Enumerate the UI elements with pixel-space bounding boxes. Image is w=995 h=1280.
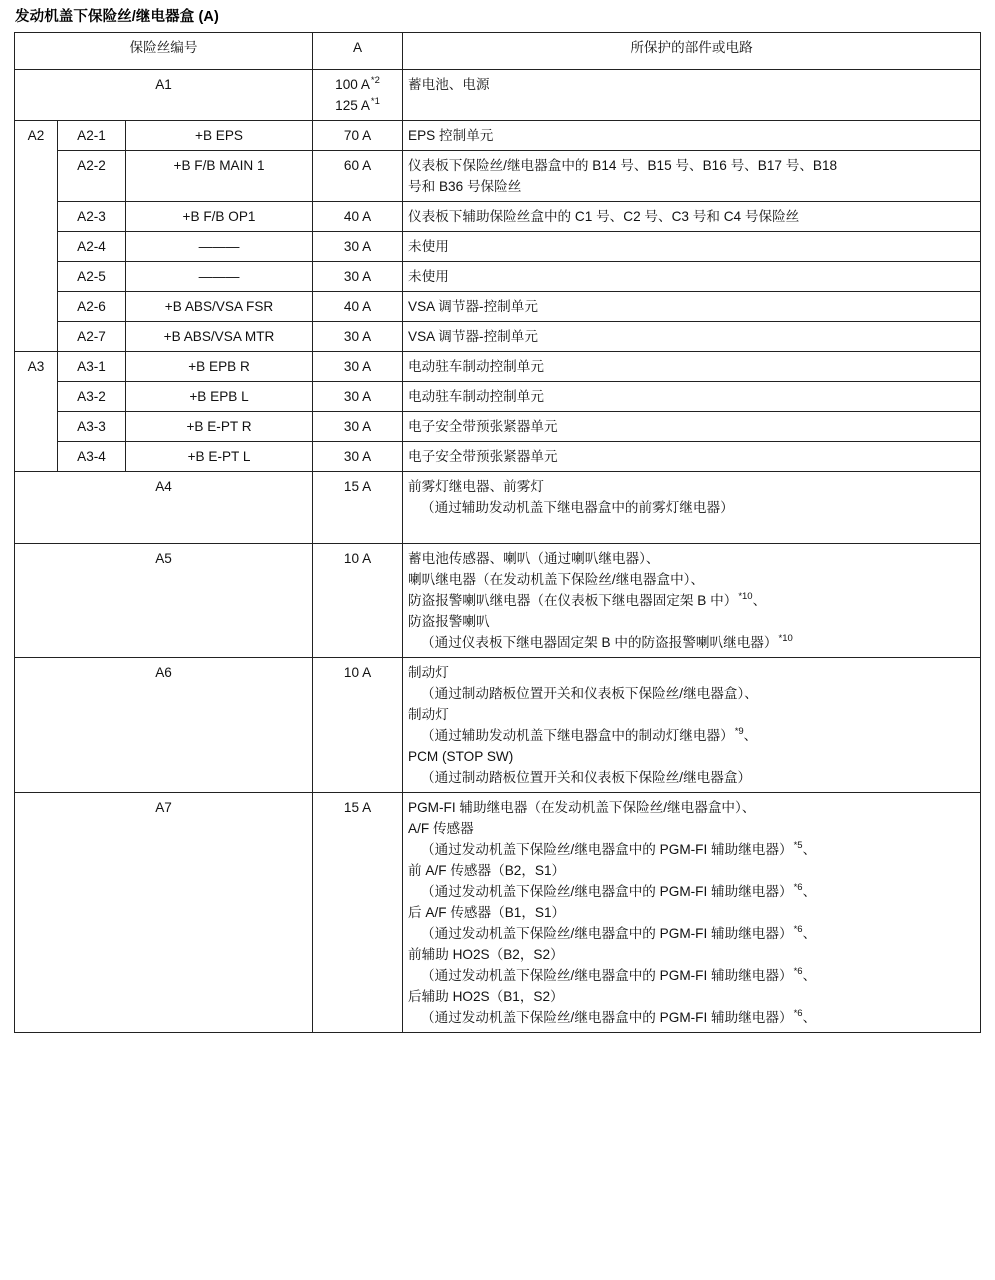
amperage-cell: 40 A bbox=[313, 202, 403, 232]
description-line: 后 A/F 传感器（B1，S1） bbox=[408, 905, 566, 920]
protected-circuit-cell bbox=[403, 382, 981, 412]
description-line: 电子安全带预张紧器单元 bbox=[408, 449, 558, 464]
description-line: PCM (STOP SW) bbox=[408, 749, 514, 764]
description-line: 喇叭继电器（在发动机盖下保险丝/继电器盒中）、 bbox=[408, 572, 705, 587]
description-line: 前 A/F 传感器（B2，S1） bbox=[408, 863, 566, 878]
table-row bbox=[15, 352, 981, 382]
table-row bbox=[15, 121, 981, 151]
fuse-name-cell: +B EPS bbox=[126, 121, 313, 151]
protected-circuit-cell bbox=[403, 442, 981, 472]
amperage-cell: 30 A bbox=[313, 382, 403, 412]
fuse-id-cell: A6 bbox=[15, 658, 313, 793]
fuse-sub-id-cell: A3-3 bbox=[58, 412, 126, 442]
fuse-sub-id-cell: A2-4 bbox=[58, 232, 126, 262]
footnote-marker: *6 bbox=[793, 924, 803, 936]
amperage-cell: 70 A bbox=[313, 121, 403, 151]
amperage-cell: 15 A bbox=[313, 793, 403, 1033]
fuse-name-cell: +B ABS/VSA FSR bbox=[126, 292, 313, 322]
description-line: （通过发动机盖下保险丝/继电器盒中的 PGM-FI 辅助继电器）$^{*5}$、 bbox=[421, 840, 817, 857]
table-row bbox=[15, 151, 981, 202]
description-line: 后辅助 HO2S（B1，S2） bbox=[408, 989, 564, 1004]
description-line: A/F 传感器 bbox=[408, 821, 474, 836]
table-row bbox=[15, 793, 981, 1033]
protected-circuit-cell bbox=[403, 121, 981, 151]
fuse-sub-id-cell: A3-2 bbox=[58, 382, 126, 412]
table-row bbox=[15, 442, 981, 472]
spacer-line bbox=[408, 95, 975, 116]
table-row bbox=[15, 70, 981, 121]
description-line: 防盗报警喇叭继电器（在仪表板下继电器固定架 B 中）$^{*10}$、 bbox=[408, 591, 767, 608]
table-row bbox=[15, 382, 981, 412]
amperage-cell: 10 A bbox=[313, 544, 403, 658]
amperage-cell: 15 A bbox=[313, 472, 403, 544]
table-header bbox=[15, 33, 981, 70]
protected-circuit-cell bbox=[403, 544, 981, 658]
amperage-line: 100 $A^{*2}$ bbox=[335, 75, 380, 92]
description-line: （通过发动机盖下保险丝/继电器盒中的 PGM-FI 辅助继电器）$^{*6}$、 bbox=[421, 1008, 817, 1025]
table-row bbox=[15, 658, 981, 793]
amperage-cell: 30 A bbox=[313, 412, 403, 442]
description-line: 电子安全带预张紧器单元 bbox=[408, 419, 558, 434]
fuse-sub-id-cell: A2-5 bbox=[58, 262, 126, 292]
amperage-cell: 30 A bbox=[313, 232, 403, 262]
footnote-marker: *6 bbox=[793, 1008, 803, 1020]
fuse-name-cell: +B F/B OP1 bbox=[126, 202, 313, 232]
fuse-name-cell: ——— bbox=[126, 262, 313, 292]
fuse-name-cell: +B E-PT R bbox=[126, 412, 313, 442]
table-row bbox=[15, 232, 981, 262]
fuse-id-cell: A4 bbox=[15, 472, 313, 544]
description-line: （通过制动踏板位置开关和仪表板下保险丝/继电器盒）、 bbox=[421, 686, 758, 701]
page-title: 发动机盖下保险丝/继电器盒 (A) bbox=[15, 9, 219, 25]
amperage-cell bbox=[313, 70, 403, 121]
fuse-sub-id-cell: A2-7 bbox=[58, 322, 126, 352]
description-line: （通过辅助发动机盖下继电器盒中的前雾灯继电器） bbox=[421, 500, 734, 515]
protected-circuit-cell bbox=[403, 352, 981, 382]
fuse-name-cell: +B ABS/VSA MTR bbox=[126, 322, 313, 352]
fuse-id-cell: A7 bbox=[15, 793, 313, 1033]
description-line: 未使用 bbox=[408, 269, 449, 284]
fuse-name-cell: ——— bbox=[126, 232, 313, 262]
fuse-sub-id-cell: A3-4 bbox=[58, 442, 126, 472]
protected-circuit-cell bbox=[403, 262, 981, 292]
description-line: 防盗报警喇叭 bbox=[408, 614, 490, 629]
description-line: （通过制动踏板位置开关和仪表板下保险丝/继电器盒） bbox=[421, 770, 752, 785]
fuse-sub-id-cell: A2-6 bbox=[58, 292, 126, 322]
description-line: （通过辅助发动机盖下继电器盒中的制动灯继电器）$^{*9}$、 bbox=[421, 726, 758, 743]
header-amperage: A bbox=[313, 33, 403, 70]
amperage-cell: 30 A bbox=[313, 352, 403, 382]
footnote-marker: *2 bbox=[370, 75, 380, 87]
footnote-marker: *10 bbox=[738, 591, 753, 603]
table-row bbox=[15, 202, 981, 232]
description-line: 前雾灯继电器、前雾灯 bbox=[408, 479, 544, 494]
description-line: （通过发动机盖下保险丝/继电器盒中的 PGM-FI 辅助继电器）$^{*6}$、 bbox=[421, 966, 817, 983]
description-line: 制动灯 bbox=[408, 707, 449, 722]
header-protected-circuit: 所保护的部件或电路 bbox=[403, 33, 981, 70]
amperage-cell: 40 A bbox=[313, 292, 403, 322]
fuse-sub-id-cell: A2-3 bbox=[58, 202, 126, 232]
description-line: 电动驻车制动控制单元 bbox=[408, 359, 544, 374]
protected-circuit-cell bbox=[403, 658, 981, 793]
fuse-group-cell: A3 bbox=[15, 352, 58, 472]
fuse-id-cell: A5 bbox=[15, 544, 313, 658]
protected-circuit-cell bbox=[403, 151, 981, 202]
fuse-sub-id-cell: A2-2 bbox=[58, 151, 126, 202]
fuse-id-cell: A1 bbox=[15, 70, 313, 121]
description-line: 电动驻车制动控制单元 bbox=[408, 389, 544, 404]
footnote-marker: *5 bbox=[793, 840, 803, 852]
table-header-row bbox=[15, 33, 981, 70]
protected-circuit-cell bbox=[403, 412, 981, 442]
amperage-cell: 60 A bbox=[313, 151, 403, 202]
protected-circuit-cell bbox=[403, 472, 981, 544]
footnote-marker: *6 bbox=[793, 966, 803, 978]
table-body bbox=[15, 70, 981, 1033]
description-line: 仪表板下保险丝/继电器盒中的 B14 号、B15 号、B16 号、B17 号、B18 bbox=[408, 158, 838, 173]
protected-circuit-cell bbox=[403, 292, 981, 322]
description-line: VSA 调节器-控制单元 bbox=[408, 329, 538, 344]
description-line: （通过发动机盖下保险丝/继电器盒中的 PGM-FI 辅助继电器）$^{*6}$、 bbox=[421, 924, 817, 941]
fuse-name-cell: +B E-PT L bbox=[126, 442, 313, 472]
footnote-marker: *1 bbox=[370, 96, 380, 108]
description-line: 制动灯 bbox=[408, 665, 449, 680]
table-row bbox=[15, 544, 981, 658]
description-line: 蓄电池、电源 bbox=[408, 77, 490, 92]
fuse-sub-id-cell: A2-1 bbox=[58, 121, 126, 151]
amperage-cell: 10 A bbox=[313, 658, 403, 793]
amperage-line: 125 $A^{*1}$ bbox=[335, 96, 380, 113]
description-line: PGM-FI 辅助继电器（在发动机盖下保险丝/继电器盒中）、 bbox=[408, 800, 756, 815]
amperage-cell: 30 A bbox=[313, 262, 403, 292]
description-line: EPS 控制单元 bbox=[408, 128, 494, 143]
table-row bbox=[15, 412, 981, 442]
fuse-relay-table bbox=[14, 32, 981, 1033]
protected-circuit-cell bbox=[403, 232, 981, 262]
footnote-marker: *6 bbox=[793, 882, 803, 894]
description-line: 前辅助 HO2S（B2，S2） bbox=[408, 947, 564, 962]
fuse-name-cell: +B EPB R bbox=[126, 352, 313, 382]
fuse-name-cell: +B EPB L bbox=[126, 382, 313, 412]
description-line: 未使用 bbox=[408, 239, 449, 254]
protected-circuit-cell bbox=[403, 322, 981, 352]
fuse-name-cell: +B F/B MAIN 1 bbox=[126, 151, 313, 202]
description-line: 仪表板下辅助保险丝盒中的 C1 号、C2 号、C3 号和 C4 号保险丝 bbox=[408, 209, 800, 224]
protected-circuit-cell bbox=[403, 793, 981, 1033]
fuse-group-cell: A2 bbox=[15, 121, 58, 352]
table-row bbox=[15, 322, 981, 352]
table-row bbox=[15, 472, 981, 544]
description-line: 蓄电池传感器、喇叭（通过喇叭继电器）、 bbox=[408, 551, 660, 566]
description-line: （通过仪表板下继电器固定架 B 中的防盗报警喇叭继电器）$^{*10}$ bbox=[421, 633, 793, 650]
protected-circuit-cell bbox=[403, 70, 981, 121]
spacer-line bbox=[408, 518, 975, 539]
header-fuse-number: 保险丝编号 bbox=[15, 33, 313, 70]
table-row bbox=[15, 292, 981, 322]
amperage-cell: 30 A bbox=[313, 442, 403, 472]
description-line: （通过发动机盖下保险丝/继电器盒中的 PGM-FI 辅助继电器）$^{*6}$、 bbox=[421, 882, 817, 899]
footnote-marker: *9 bbox=[734, 726, 744, 738]
description-line: 号和 B36 号保险丝 bbox=[408, 179, 522, 194]
description-line: VSA 调节器-控制单元 bbox=[408, 299, 538, 314]
table-row bbox=[15, 262, 981, 292]
fuse-sub-id-cell: A3-1 bbox=[58, 352, 126, 382]
amperage-cell: 30 A bbox=[313, 322, 403, 352]
protected-circuit-cell bbox=[403, 202, 981, 232]
footnote-marker: *10 bbox=[778, 633, 793, 645]
